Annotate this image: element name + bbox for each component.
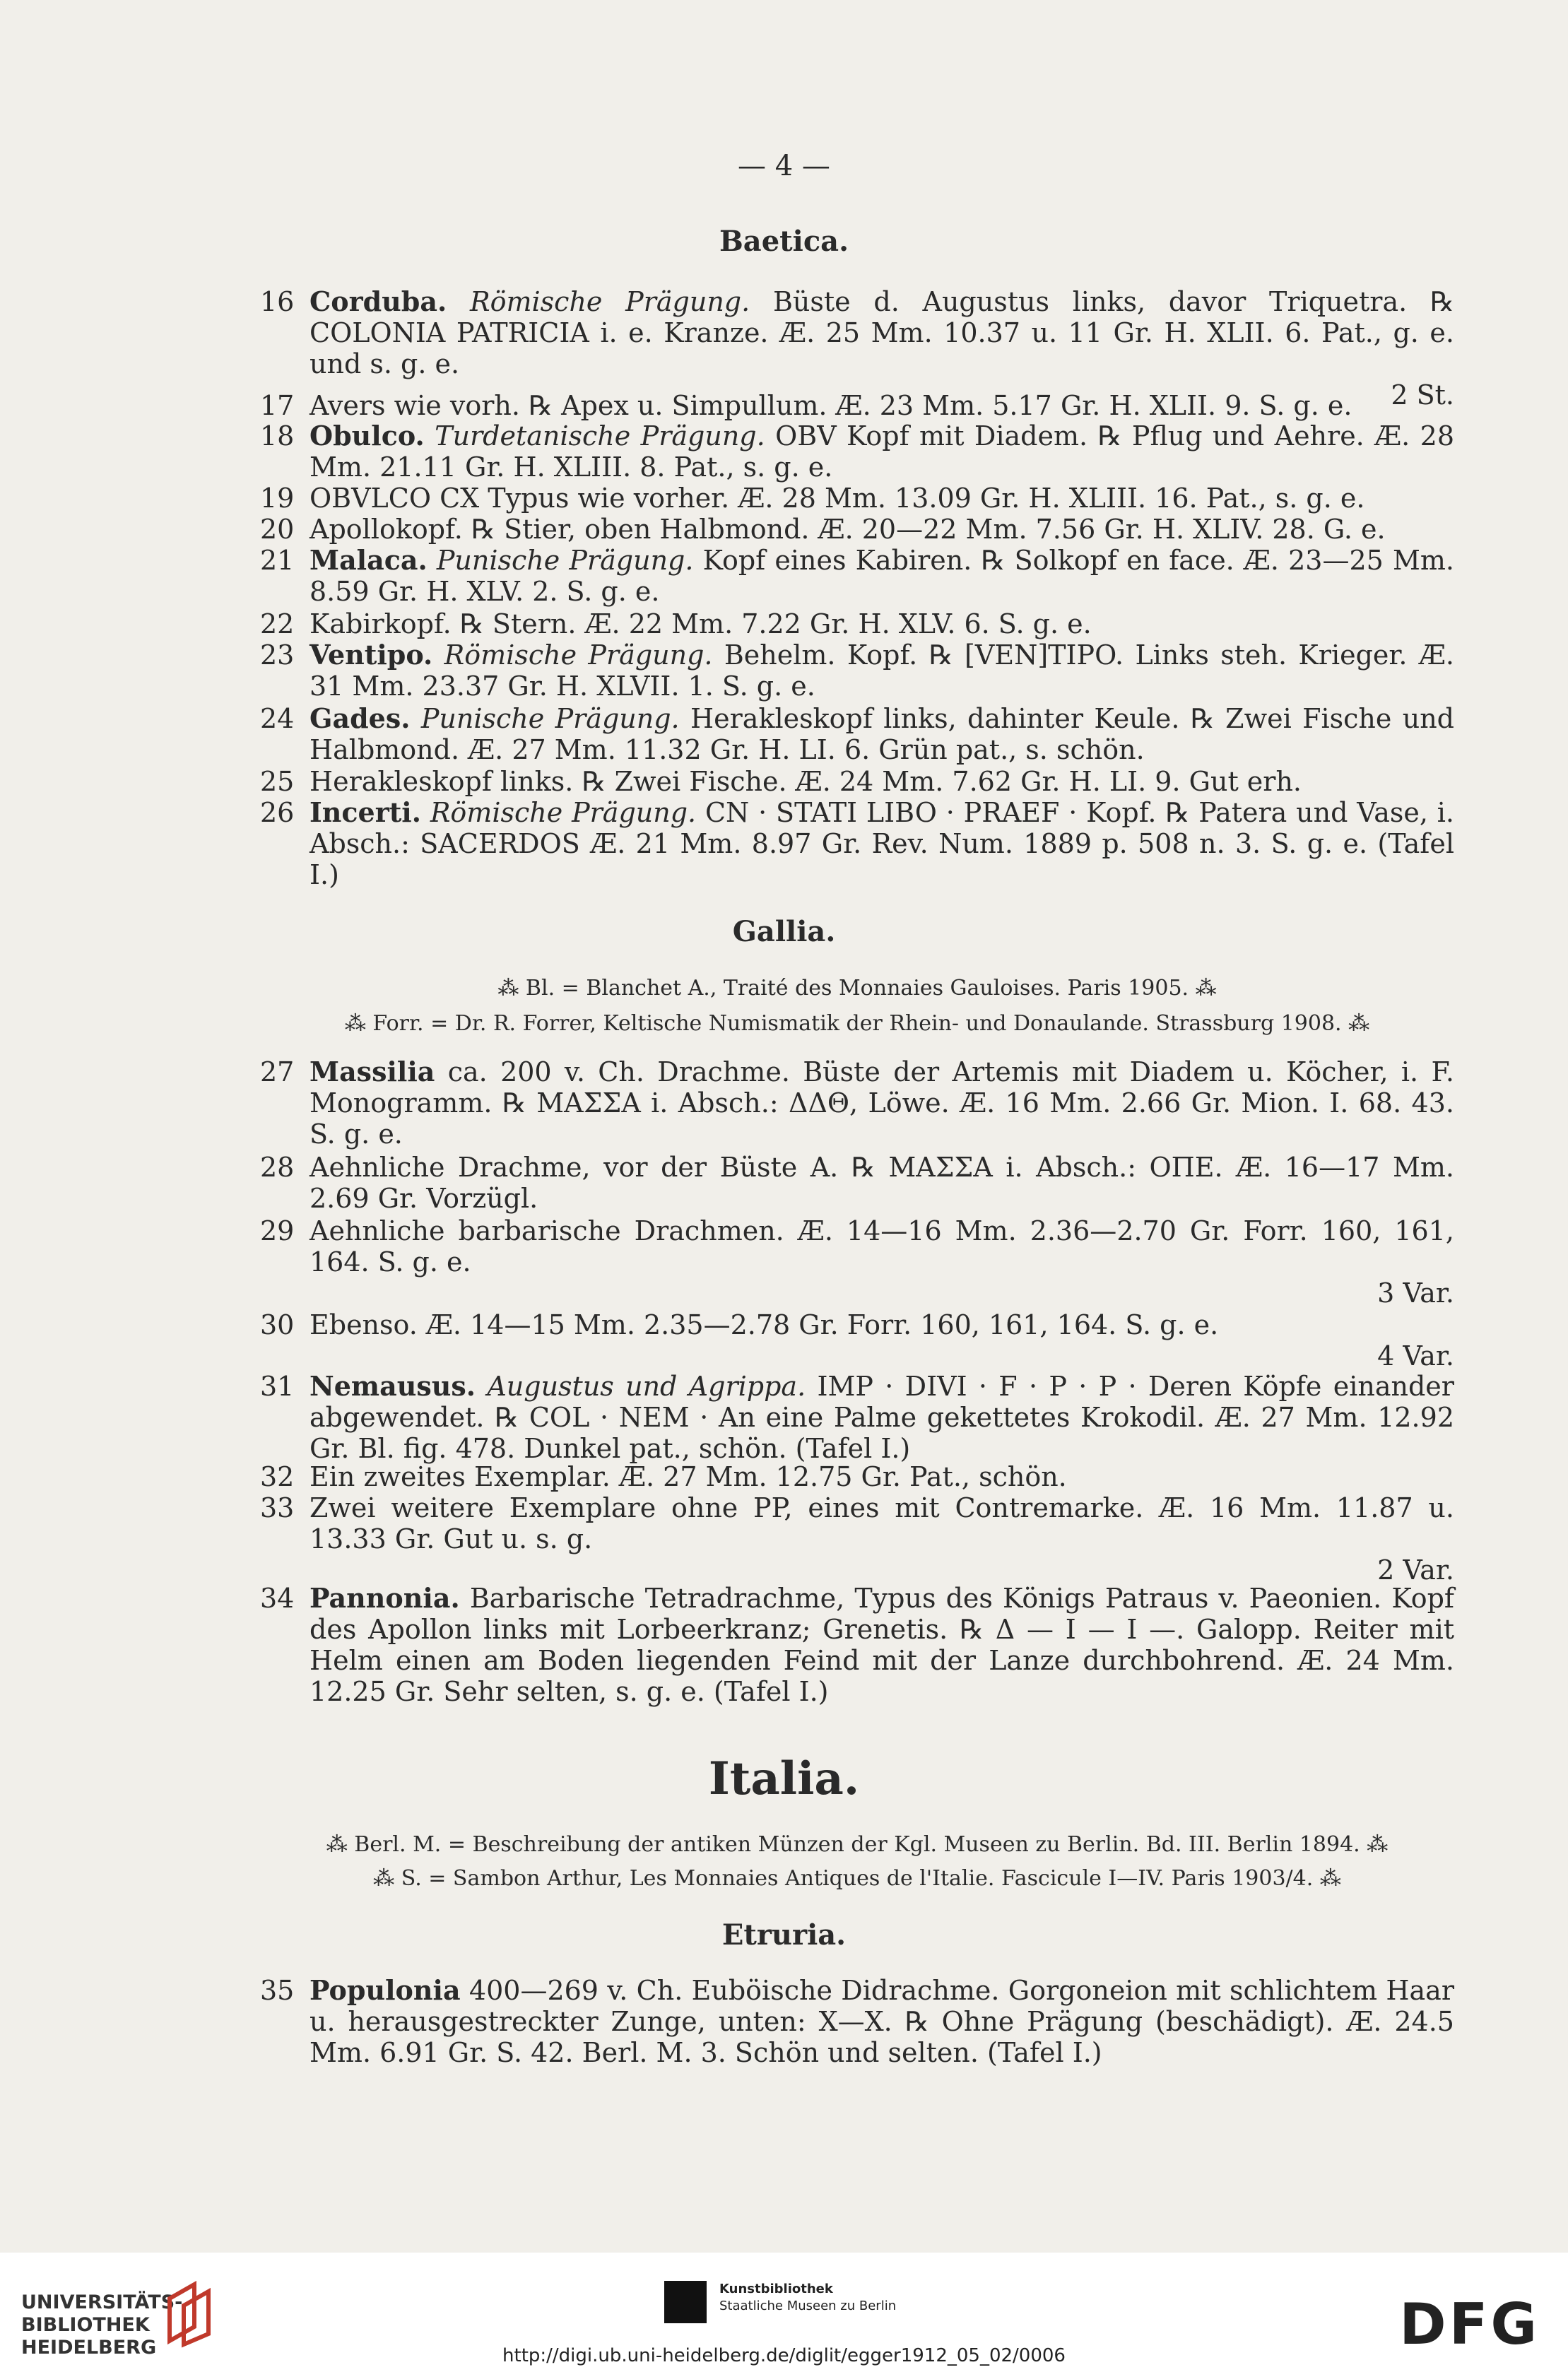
note-forrer: ⁂ Forr. = Dr. R. Forrer, Keltische Numismatik der Rhein- und Donaulande. Strassburg 1908. ⁂ [344, 1011, 1370, 1036]
entry-number: 19 [260, 483, 295, 514]
entry-23 [260, 639, 1454, 702]
footer-bar [0, 2253, 1568, 2372]
entry-number: 32 [260, 1461, 295, 1492]
entry-place: Gades. [310, 702, 411, 734]
entry-place: Malaca. [310, 544, 428, 576]
entry-place: Nemausus. [310, 1370, 476, 1402]
entry-29 [260, 1215, 1454, 1309]
kb-line-1: Kunstbibliothek [719, 2282, 833, 2296]
entry-number: 29 [260, 1215, 295, 1246]
heading-gallia: Gallia. [732, 915, 836, 948]
entry-subtitle: Römische Prägung. [469, 286, 750, 317]
entry-18 [260, 420, 1454, 483]
heading-baetica: Baetica. [719, 225, 849, 258]
entry-text: Kabirkopf. ℞ Stern. Æ. 22 Mm. 7.22 Gr. H. XLV. 6. S. g. e. [310, 608, 1092, 639]
entry-text: Ein zweites Exemplar. Æ. 27 Mm. 12.75 Gr. Pat., schön. [310, 1461, 1067, 1492]
entry-24 [260, 703, 1454, 765]
entry-number: 35 [260, 1975, 295, 2006]
kunstbibliothek-icon [664, 2281, 707, 2323]
entry-19 [260, 483, 1454, 514]
entry-32 [260, 1461, 1454, 1492]
entry-text: Aehnliche Drachme, vor der Büste A. ℞ ΜΑΣΣΑ i. Absch.: ΟΠΕ. Æ. 16—17 Mm. 2.69 Gr. Vorzügl. [310, 1152, 1454, 1214]
entry-place: Corduba. [310, 285, 447, 317]
entry-number: 18 [260, 420, 295, 452]
ub-emblem-icon [163, 2274, 219, 2352]
entry-subtitle: Römische Prägung. [444, 639, 713, 671]
entry-text: Herakleskopf links, dahinter Keule. ℞ Zwei Fische und Halbmond. Æ. 27 Mm. 11.32 Gr. H. LI. 6. Grün pat., s. schön. [310, 703, 1454, 765]
entry-place: Obulco. [310, 420, 425, 452]
entry-33 [260, 1492, 1454, 1586]
entry-21 [260, 545, 1454, 607]
entry-number: 30 [260, 1309, 295, 1340]
entry-text: Barbarische Tetradrachme, Typus des Königs Patraus v. Paeonien. Kopf des Apollon links mit Lorbeerkranz; Grenetis. ℞ Δ — I — I —. Galopp. Reiter mit Helm einen am Boden liegenden Feind mit der Lanze durchbohrend. Æ. 24 Mm. 12.25 Gr. Sehr selten, s. g. e. (Tafel I.) [310, 1583, 1454, 1707]
note-blanchet: ⁂ Bl. = Blanchet A., Traité des Monnaies Gauloises. Paris 1905. ⁂ [497, 976, 1217, 1001]
entry-text: OBV Kopf mit Diadem. ℞ Pflug und Aehre. Æ. 28 Mm. 21.11 Gr. H. XLIII. 8. Pat., s. g. e. [310, 420, 1454, 483]
ub-line-2: BIBLIOTHEK [21, 2314, 150, 2336]
entry-text: Behelm. Kopf. ℞ [VEN]TIPO. Links steh. Krieger. Æ. 31 Mm. 23.37 Gr. H. XLVII. 1. S. g. e. [310, 639, 1454, 702]
entry-30 [260, 1309, 1454, 1371]
entry-place: Pannonia. [310, 1582, 460, 1614]
entry-31 [260, 1371, 1454, 1464]
entry-number: 31 [260, 1371, 295, 1402]
heading-etruria: Etruria. [721, 1918, 847, 1952]
entry-count: 2 St. [1391, 379, 1454, 411]
entry-number: 20 [260, 514, 295, 545]
entry-subtitle: Punische Prägung. [420, 703, 680, 734]
entry-text: Herakleskopf links. ℞ Zwei Fische. Æ. 24 Mm. 7.62 Gr. H. LI. 9. Gut erh. [310, 766, 1302, 797]
entry-text: Büste d. Augustus links, davor Triquetra. ℞ COLONIA PATRICIA i. e. Kranze. Æ. 25 Mm. 10.37 u. 11 Gr. H. XLII. 6. Pat., g. e. und s. g. e. [310, 286, 1454, 379]
entry-subtitle: Augustus und Agrippa. [487, 1371, 806, 1402]
entry-count: 3 Var. [1377, 1278, 1454, 1309]
entry-number: 28 [260, 1152, 295, 1183]
entry-place: Incerti. [310, 796, 421, 828]
kb-line-2: Staatliche Museen zu Berlin [719, 2299, 897, 2313]
entry-text: Apollokopf. ℞ Stier, oben Halbmond. Æ. 20—22 Mm. 7.56 Gr. H. XLIV. 28. G. e. [310, 514, 1386, 545]
entry-text: IMP · DIVI · F · P · P · Deren Köpfe einander abgewendet. ℞ COL · NEM · An eine Palme gekettetes Krokodil. Æ. 27 Mm. 12.92 Gr. Bl. fig. 478. Dunkel pat., schön. (Tafel I.) [310, 1371, 1454, 1464]
entry-text: 400—269 v. Ch. Euböische Didrachme. Gorgoneion mit schlichtem Haar u. herausgestreckter Zunge, unten: X—X. ℞ Ohne Prägung (beschädigt). Æ. 24.5 Mm. 6.91 Gr. S. 42. Berl. M. 3. Schön und selten. (Tafel I.) [310, 1975, 1454, 2068]
entry-number: 25 [260, 766, 295, 797]
ub-line-3: HEIDELBERG [21, 2337, 157, 2359]
entry-place: Massilia [310, 1056, 435, 1087]
entry-34 [260, 1583, 1454, 1707]
entry-count: 4 Var. [1377, 1340, 1454, 1371]
entry-number: 34 [260, 1583, 295, 1614]
entry-subtitle: Turdetanische Prägung. [435, 420, 765, 452]
entry-place: Ventipo. [310, 639, 433, 671]
entry-subtitle: Römische Prägung. [430, 797, 697, 828]
entry-number: 21 [260, 545, 295, 576]
entry-number: 22 [260, 608, 295, 639]
entry-number: 26 [260, 797, 295, 828]
entry-number: 24 [260, 703, 295, 734]
entry-text: Ebenso. Æ. 14—15 Mm. 2.35—2.78 Gr. Forr. 160, 161, 164. S. g. e. [310, 1309, 1219, 1340]
entry-26 [260, 797, 1454, 890]
heading-italia: Italia. [708, 1752, 860, 1805]
entry-place: Populonia [310, 1974, 461, 2006]
entry-25 [260, 766, 1454, 797]
entry-text: Avers wie vorh. ℞ Apex u. Simpullum. Æ. 23 Mm. 5.17 Gr. H. XLII. 9. S. g. e. [310, 390, 1352, 421]
page-url[interactable]: http://digi.ub.uni-heidelberg.de/diglit/egger1912_05_02/0006 [502, 2345, 1066, 2366]
note-sambon: ⁂ S. = Sambon Arthur, Les Monnaies Antiques de l'Italie. Fascicule I—IV. Paris 1903/4. ⁂ [373, 1866, 1341, 1891]
entry-text: OBVLCO CX Typus wie vorher. Æ. 28 Mm. 13.09 Gr. H. XLIII. 16. Pat., s. g. e. [310, 483, 1365, 514]
entry-text: Aehnliche barbarische Drachmen. Æ. 14—16 Mm. 2.36—2.70 Gr. Forr. 160, 161, 164. S. g. e. [310, 1215, 1454, 1278]
entry-number: 23 [260, 639, 295, 671]
dfg-logo[interactable]: DFG [1399, 2291, 1540, 2357]
entry-28 [260, 1152, 1454, 1214]
entry-17 [260, 390, 1454, 421]
entry-35 [260, 1975, 1454, 2068]
ub-line-1: UNIVERSITÄTS- [21, 2291, 183, 2313]
entry-text: ca. 200 v. Ch. Drachme. Büste der Artemis mit Diadem u. Köcher, i. F. Monogramm. ℞ ΜΑΣΣΑ i. Absch.: ΔΔΘ, Löwe. Æ. 16 Mm. 2.66 Gr. Mion. I. 68. 43. S. g. e. [310, 1056, 1454, 1150]
note-berlin: ⁂ Berl. M. = Beschreibung der antiken Münzen der Kgl. Museen zu Berlin. Bd. III. Berlin 1894. ⁂ [326, 1832, 1389, 1857]
entry-number: 27 [260, 1056, 295, 1087]
entry-20 [260, 514, 1454, 545]
entry-number: 17 [260, 390, 295, 421]
entry-subtitle: Punische Prägung. [436, 545, 694, 576]
page-number: — 4 — [738, 150, 830, 182]
entry-22 [260, 608, 1454, 639]
entry-number: 33 [260, 1492, 295, 1523]
entry-text: Kopf eines Kabiren. ℞ Solkopf en face. Æ. 23—25 Mm. 8.59 Gr. H. XLV. 2. S. g. e. [310, 545, 1454, 607]
entry-number: 16 [260, 286, 295, 317]
entry-count: 2 Var. [1377, 1554, 1454, 1586]
entry-27 [260, 1056, 1454, 1150]
entry-text: Zwei weitere Exemplare ohne PP, eines mit Contremarke. Æ. 16 Mm. 11.87 u. 13.33 Gr. Gut u. s. g. [310, 1492, 1454, 1554]
entry-text: CN · STATI LIBO · PRAEF · Kopf. ℞ Patera und Vase, i. Absch.: SACERDOS Æ. 21 Mm. 8.97 Gr. Rev. Num. 1889 p. 508 n. 3. S. g. e. (Tafel I.) [310, 797, 1454, 890]
